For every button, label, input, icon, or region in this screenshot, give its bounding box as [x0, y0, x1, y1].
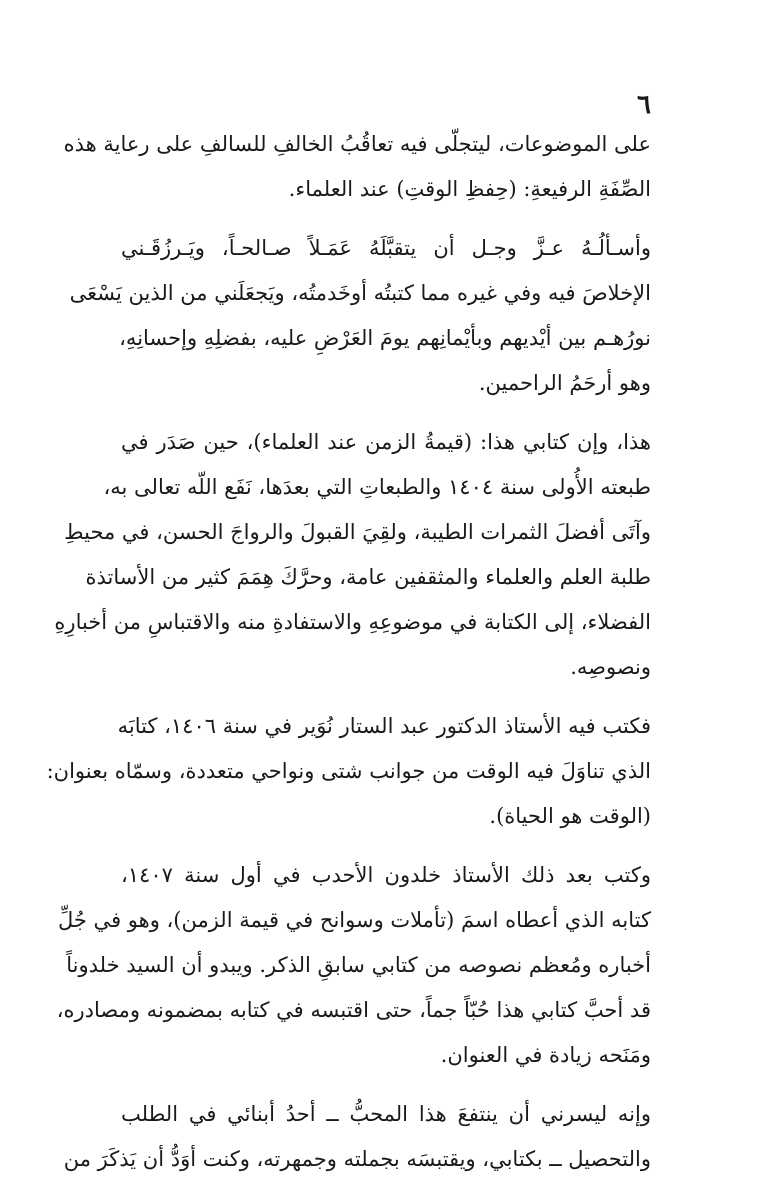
text-line: وكتب بعد ذلك الأستاذ خلدون الأحدب في أول سنة ١٤٠٧،	[121, 863, 651, 887]
text-line: وهو أرحَمُ الراحمين.	[478, 371, 651, 395]
paragraph	[63, 1092, 651, 1182]
text-line: على الموضوعات، ليتجلّى فيه تعاقُبُ الخالفِ للسالفِ على رعاية هذه	[63, 132, 651, 156]
text-line: هذا، وإن كتابي هذا: (قيمةُ الزمن عند العلماء)، حين صَدَر في	[121, 430, 651, 454]
text-line: طلبة العلم والعلماء والمثقفين عامة، وحرَّكَ هِمَمَ كثير من الأساتذة	[85, 565, 651, 589]
text-line: والتحصيل ــ بكتابي، ويقتبسَه بجملته وجمهرته، وكنت أوَدُّ أن يَذكَرَ من	[63, 1147, 651, 1171]
text-line: وإنه ليسرني أن ينتفعَ هذا المحبُّ ــ أحدُ أبنائي في الطلب	[121, 1102, 651, 1126]
text-line: فكتب فيه الأستاذ الدكتور عبد الستار نُوَير في سنة ١٤٠٦، كتابَه	[117, 714, 651, 738]
paragraph	[69, 226, 651, 406]
paragraph	[56, 853, 651, 1078]
text-line: الذي تناوَلَ فيه الوقت من جوانب شتى ونواحي متعددة، وسمّاه بعنوان:	[46, 759, 651, 783]
paragraph	[46, 704, 651, 839]
paragraph	[54, 420, 651, 690]
text-line: ومَنَحه زيادة في العنوان.	[440, 1043, 651, 1067]
text-line: وأسـألُـهُ عـزَّ وجـل أن يتقبَّلَهُ عَمَـلاً صـالحـاً، ويَـرزُقَـني	[121, 236, 651, 260]
page-number: ٦	[637, 90, 651, 120]
text-line: الفضلاء، إلى الكتابة في موضوعِهِ والاستفادةِ منه والاقتباسِ من أخبارِهِ	[54, 610, 651, 634]
text-line: الإخلاصَ فيه وفي غيره مما كتبتُه أوخَدمتُه، ويَجعَلَني من الذين يَسْعَى	[69, 281, 651, 305]
text-line: (الوقت هو الحياة).	[489, 804, 651, 828]
text-line: نورُهـم بين أيْديهم وبأيْمانِهم يومَ العَرْضِ عليه، بفضلِهِ وإحسانِهِ،	[119, 326, 651, 350]
text-line: ونصوصِه.	[570, 655, 651, 679]
text-line: كتابه الذي أعطاه اسمَ (تأملات وسوانح في قيمة الزمن)، وهو في جُلِّ	[58, 908, 651, 932]
text-line: قد أحبَّ كتابي هذا حُبّاً جماً، حتى اقتبسه في كتابه بمضمونه ومصادره،	[56, 998, 651, 1022]
paragraph	[63, 122, 651, 212]
text-line: طبعته الأُولى سنة ١٤٠٤ والطبعاتِ التي بعدَها، نَفَع اللّه تعالى به،	[103, 475, 651, 499]
text-line: أخباره ومُعظم نصوصه من كتابي سابقِ الذكر. ويبدو أن السيد خلدوناً	[66, 953, 651, 977]
text-line: وآتَى أفضلَ الثمرات الطيبة، ولقِيَ القبولَ والرواجَ الحسن، في محيطِ	[64, 520, 651, 544]
text-line: الصِّفَةِ الرفيعةِ: (حِفظِ الوقتِ) عند العلماء.	[288, 177, 651, 201]
page-body	[46, 122, 651, 1196]
